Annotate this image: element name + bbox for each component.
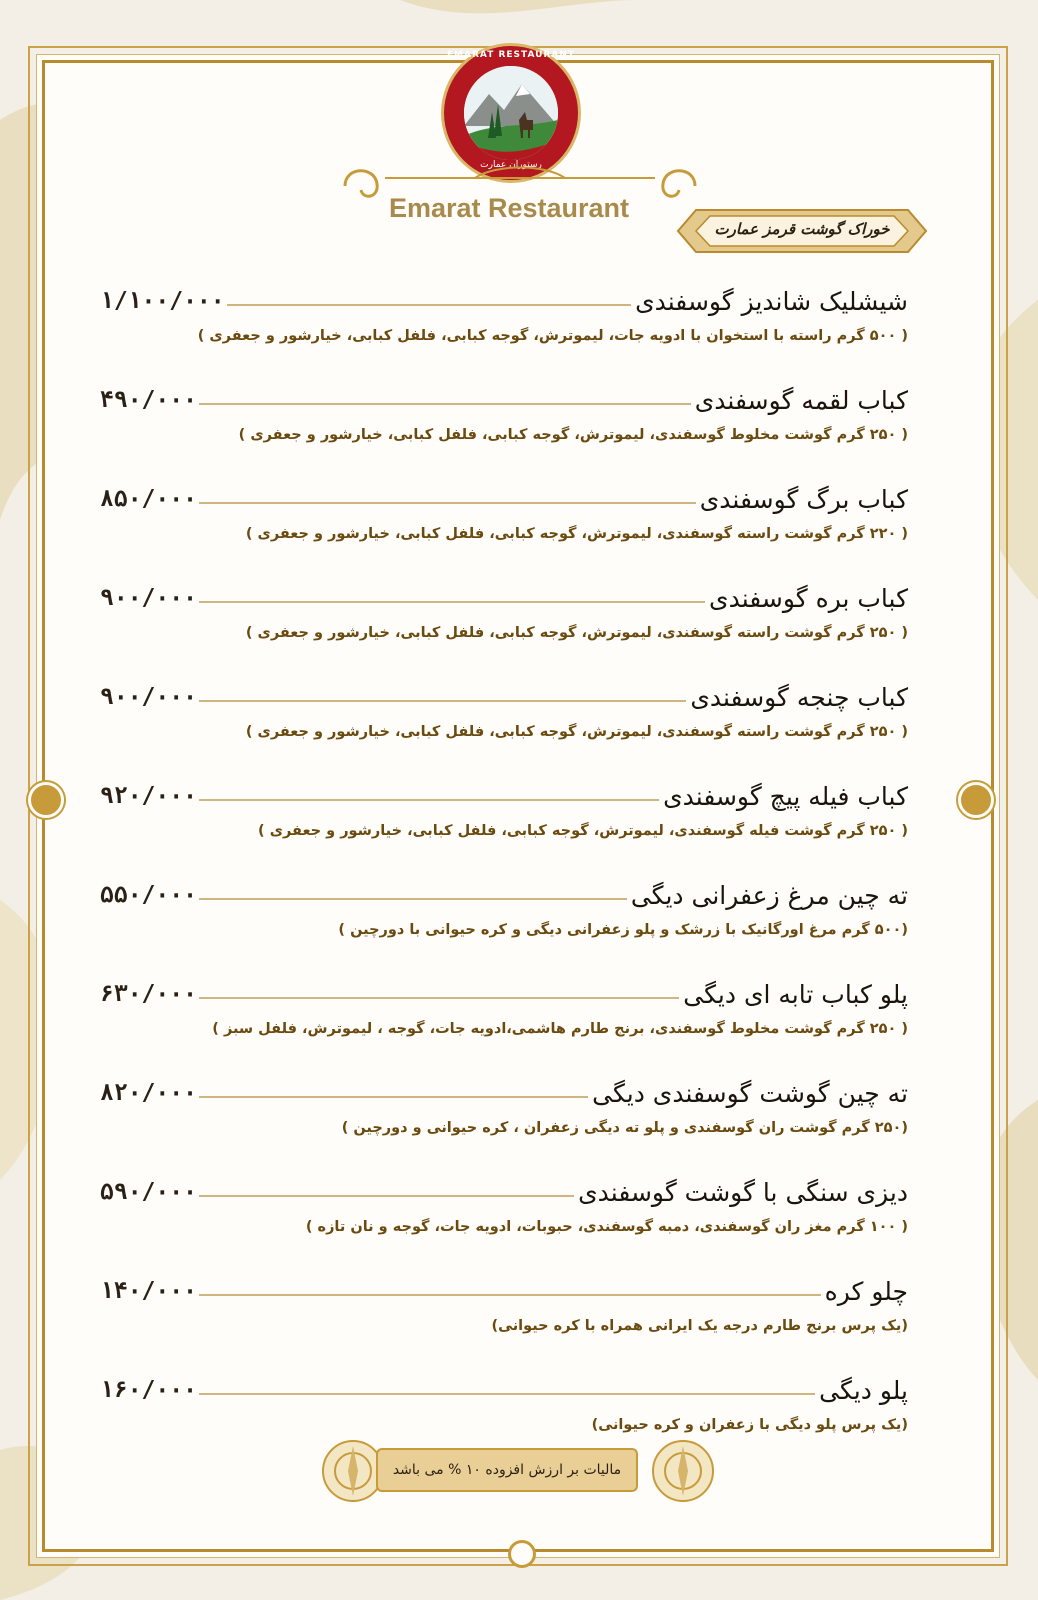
dotted-leader bbox=[199, 700, 686, 702]
dotted-leader bbox=[199, 1294, 821, 1296]
logo-persian-text: رستوران عمارت bbox=[480, 160, 542, 170]
item-name: کباب لقمه گوسفندی bbox=[694, 385, 908, 415]
menu-item bbox=[100, 280, 908, 360]
item-name: چلو کره bbox=[824, 1276, 908, 1306]
item-description: (یک پرس برنج طارم درجه یک ایرانی همراه با کره حیوانی) bbox=[491, 1318, 908, 1334]
dotted-leader bbox=[199, 502, 696, 504]
dotted-leader bbox=[199, 601, 705, 603]
item-price: ۱۴۰/۰۰۰ bbox=[100, 1278, 197, 1304]
menu-item bbox=[100, 379, 908, 459]
item-description: (یک پرس پلو دیگی با زعفران و کره حیوانی) bbox=[591, 1417, 908, 1433]
right-medallion-ornament bbox=[648, 1436, 718, 1506]
item-price: ۴۹۰/۰۰۰ bbox=[100, 387, 197, 413]
dotted-leader bbox=[199, 1096, 588, 1098]
item-description: ( ۲۵۰ گرم گوشت مخلوط گوسفندی، برنج طارم هاشمی،ادویه جات، گوجه ، لیموترش، فلفل سبز ) bbox=[212, 1021, 908, 1037]
item-description: ( ۲۵۰ گرم گوشت راسته گوسفندی، لیموترش، گوجه کبابی، فلفل کبابی، خیارشور و جعفری ) bbox=[245, 625, 908, 641]
right-ornament-dot bbox=[958, 782, 994, 818]
menu-item bbox=[100, 1270, 908, 1350]
item-name: کباب برگ گوسفندی bbox=[699, 484, 908, 514]
mountain-deer-icon bbox=[464, 66, 558, 160]
item-description: ( ۲۵۰ گرم گوشت مخلوط گوسفندی، لیموترش، گوجه کبابی، فلفل کبابی، خیارشور و جعفری ) bbox=[238, 427, 908, 443]
item-description: ( ۱۰۰ گرم مغز ران گوسفندی، دمبه گوسفندی، حبوبات، ادویه جات، گوجه و نان تازه ) bbox=[305, 1219, 908, 1235]
brand-title: Emarat Restaurant bbox=[388, 193, 630, 223]
item-price: ۹۰۰/۰۰۰ bbox=[100, 585, 197, 611]
item-description: ( ۲۵۰ گرم گوشت فیله گوسفندی، لیموترش، گوجه کبابی، فلفل کبابی، خیارشور و جعفری ) bbox=[258, 823, 908, 839]
item-name: دیزی سنگی با گوشت گوسفندی bbox=[578, 1177, 908, 1207]
item-price: ۵۵۰/۰۰۰ bbox=[100, 882, 197, 908]
item-price: ۹۲۰/۰۰۰ bbox=[100, 783, 197, 809]
item-price: ۸۵۰/۰۰۰ bbox=[100, 486, 197, 512]
menu-item bbox=[100, 1369, 908, 1449]
menu-item bbox=[100, 676, 908, 756]
item-price: ۵۹۰/۰۰۰ bbox=[100, 1179, 197, 1205]
item-description: ( ۲۲۰ گرم گوشت راسته گوسفندی، لیموترش، گوجه کبابی، فلفل کبابی، خیارشور و جعفری ) bbox=[245, 526, 908, 542]
item-name: شیشلیک شاندیز گوسفندی bbox=[635, 286, 908, 316]
dotted-leader bbox=[199, 997, 679, 999]
menu-item bbox=[100, 1072, 908, 1152]
logo-emblem bbox=[464, 66, 558, 160]
item-name: پلو دیگی bbox=[819, 1375, 908, 1405]
item-name: پلو کباب تابه ای دیگی bbox=[683, 979, 908, 1009]
item-price: ۸۲۰/۰۰۰ bbox=[100, 1080, 197, 1106]
menu-item bbox=[100, 775, 908, 855]
item-name: کباب چنجه گوسفندی bbox=[690, 682, 908, 712]
item-description: ( ۲۵۰ گرم گوشت راسته گوسفندی، لیموترش، گوجه کبابی، فلفل کبابی، خیارشور و جعفری ) bbox=[245, 724, 908, 740]
item-price: ۱/۱۰۰/۰۰۰ bbox=[100, 288, 225, 314]
section-title: خوراک گوشت قرمز عمارت bbox=[714, 220, 890, 238]
item-name: ته چین مرغ زعفرانی دیگی bbox=[630, 880, 908, 910]
item-name: کباب فیله پیچ گوسفندی bbox=[663, 781, 908, 811]
dotted-leader bbox=[199, 1393, 815, 1395]
item-description: (۵۰۰ گرم مرغ اورگانیک با زرشک و پلو زعفرانی دیگی و کره حیوانی با دورچین ) bbox=[338, 922, 908, 938]
menu-item bbox=[100, 577, 908, 657]
item-name: ته چین گوشت گوسفندی دیگی bbox=[592, 1078, 908, 1108]
item-price: ۶۳۰/۰۰۰ bbox=[100, 981, 197, 1007]
item-price: ۱۶۰/۰۰۰ bbox=[100, 1377, 197, 1403]
dotted-leader bbox=[199, 1195, 574, 1197]
dotted-leader bbox=[199, 403, 691, 405]
menu-item bbox=[100, 1171, 908, 1251]
dotted-leader bbox=[199, 799, 659, 801]
tax-note: مالیات بر ارزش افزوده ۱۰ % می باشد bbox=[376, 1448, 638, 1492]
menu-item bbox=[100, 973, 908, 1053]
item-price: ۹۰۰/۰۰۰ bbox=[100, 684, 197, 710]
item-description: (۲۵۰ گرم گوشت ران گوسفندی و پلو ته دیگی زعفران ، کره حیوانی و دورچین ) bbox=[341, 1120, 908, 1136]
logo-ring-text: EMARAT RESTAURANT bbox=[446, 50, 576, 60]
bottom-ornament bbox=[508, 1540, 536, 1568]
item-name: کباب بره گوسفندی bbox=[709, 583, 908, 613]
menu-item bbox=[100, 478, 908, 558]
dotted-leader bbox=[227, 304, 631, 306]
item-description: ( ۵۰۰ گرم راسته با استخوان با ادویه جات، لیموترش، گوجه کبابی، فلفل کبابی، خیارشور و جعفری ) bbox=[197, 328, 908, 344]
left-ornament-dot bbox=[28, 782, 64, 818]
menu-item bbox=[100, 874, 908, 954]
dotted-leader bbox=[199, 898, 627, 900]
